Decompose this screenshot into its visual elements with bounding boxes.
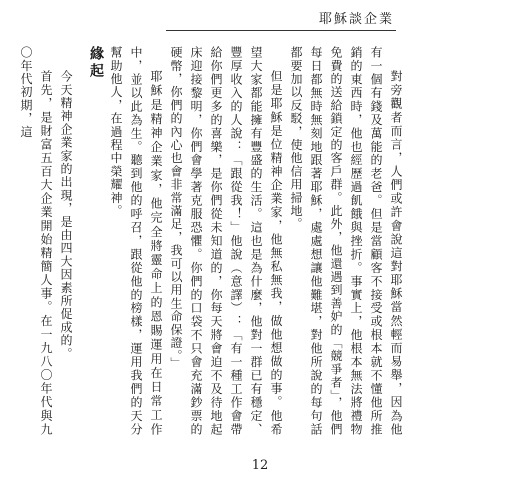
header-rule (166, 30, 396, 31)
section-paragraph-2: 首先，是財富五百大企業開始精簡人事。在一九八〇年代與九〇年代初期，這 (19, 46, 53, 436)
body-paragraph-2: 但是耶穌是位精神企業家，他無私無我，做他想做的事。他希望大家都能擁有豐盛的生活。這也是為什麼，他對一群已有穩定、豐厚收入的人說：「跟從我！」他說（意譯）：「有一種工作會帶給你們更多的喜樂，是你們從未知道的，你每天將會迫不及待地起床迎接黎明，你們會學著克服恐懼。你們的口袋不只會充滿鈔票的硬幣，你們的內心也會非常滿足，我可以用生命保證。」 (169, 46, 283, 436)
page-number: 12 (251, 458, 269, 473)
running-title: 耶穌談企業 (318, 12, 394, 27)
section-heading: 緣起 (88, 46, 104, 80)
section-paragraph-1: 今天精神企業家的出現，是由四大因素所促成的。 (59, 70, 73, 361)
vertical-text-block (19, 46, 406, 436)
body-paragraph-1: 對旁觀者而言，人們或許會說這對耶穌當然輕而易舉，因為他有一個有錢及萬能的老爸。但是當顧客不接受或根本就不懂他所推銷的東西時，他也經歷過飢餓與挫折。事實上，他根本無法將禮物免費的送給鎖定的客戶群。此外，他還遇到善妒的「競爭者」，他們每日都無時無刻地跟著耶穌，處處想讓他難堪，對他所說的每句話都要加以反駁，使他信用掃地。 (289, 46, 403, 436)
body-paragraph-3: 耶穌是精神企業家，他完全將靈命上的恩賜運用在日常工作中，並以此為生。聽到他的呼召，跟從他的榜樣，運用我們的天分幫助他人，在過程中榮耀神。 (109, 46, 163, 436)
